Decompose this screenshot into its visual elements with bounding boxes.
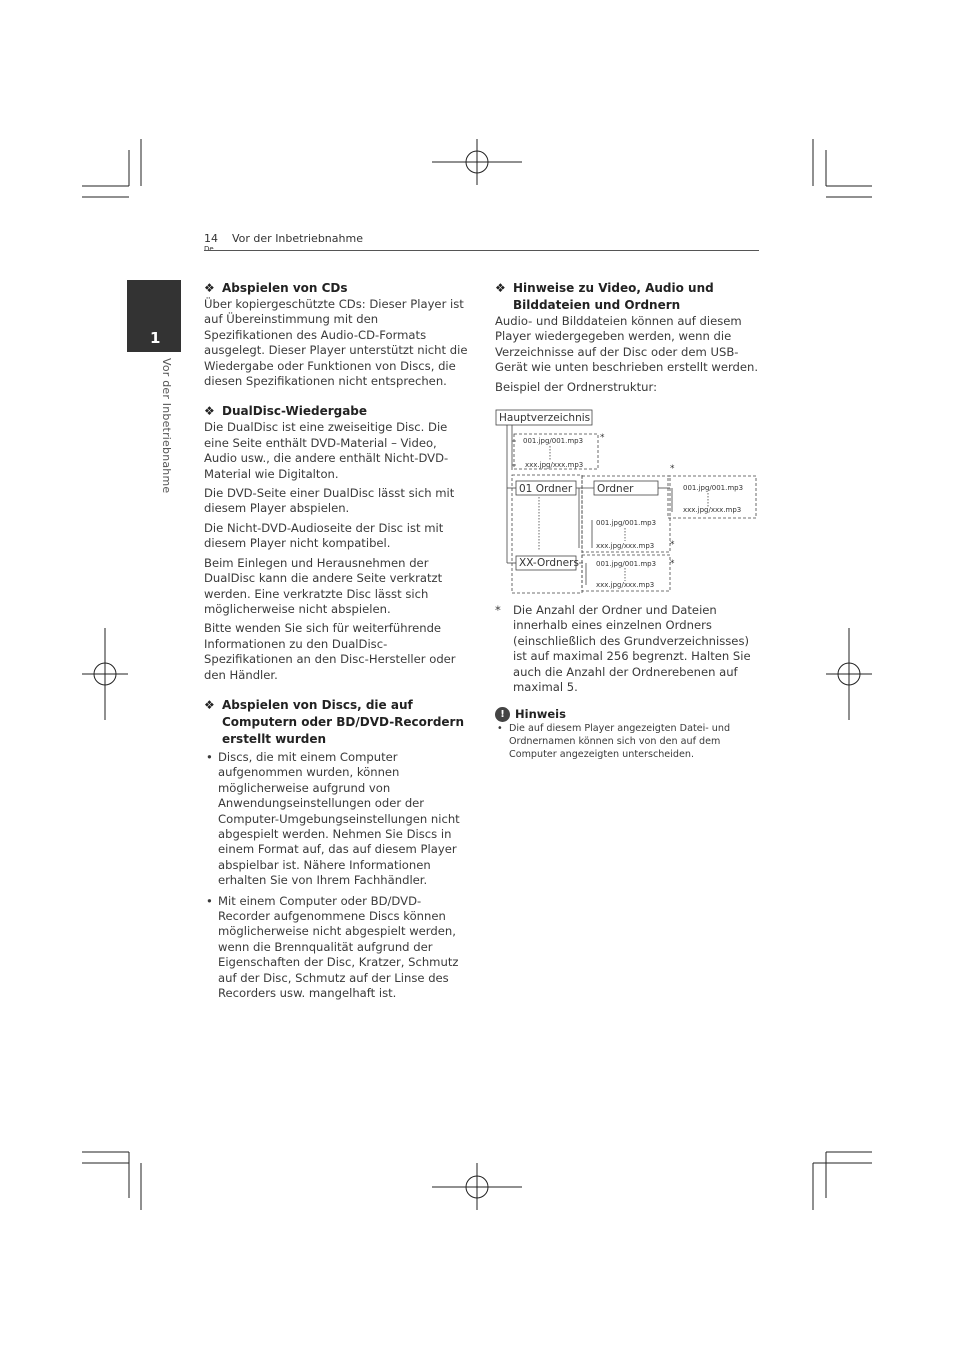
list-item: • Mit einem Computer oder BD/DVD-Recorder aufgenommene Discs können möglicherweise nicht abgespielt werden, wenn die Brennqualität aufgrund der Eigenschaften der Disc, Kratzer, Schmutz auf der Disc, Schmutz auf der Linse des Recorders usw. mangelhaft ist.	[204, 894, 470, 1002]
subfolder-label: Ordner	[597, 483, 634, 495]
paragraph: Beispiel der Ordnerstruktur:	[495, 379, 657, 394]
heading-cd-playback: ❖ Abspielen von CDs	[204, 281, 348, 295]
file-label: xxx.jpg/xxx.mp3	[596, 581, 655, 589]
folder-label-01: 01 Ordner	[519, 483, 573, 495]
asterisk-label: *	[600, 433, 605, 443]
exclamation-icon: !	[495, 707, 510, 722]
paragraph: Über kopiergeschützte CDs: Dieser Player ist auf Übereinstimmung mit den Spezifikationen des Audio-CD-Formats ausgelegt. Dieser Player unterstützt nicht die Wiedergabe oder Funktionen von Discs, die diesen Spezifikationen nicht entsprechen.	[204, 297, 468, 389]
chapter-side-label: Vor der Inbetriebnahme	[160, 358, 173, 494]
file-label: xxx.jpg/xxx.mp3	[525, 461, 584, 469]
language-code: De	[204, 245, 214, 253]
file-label: 001.jpg/001.mp3	[683, 484, 744, 492]
heading-file-notes: ❖ Hinweise zu Video, Audio und Bilddateien und Ordnern	[495, 281, 714, 312]
list-item: • Discs, die mit einem Computer aufgenommen wurden, können möglicherweise aufgrund von Anwendungseinstellungen oder der Computer-Umgebungseinstellungen nicht abgespielt werden. Nehmen Sie Discs in einem Format auf, das auf diesem Player abspielbar ist. Nähere Informationen erhalten Sie von Ihrem Fachhändler.	[204, 750, 470, 889]
diamond-bullet-icon: ❖	[495, 281, 506, 295]
folder-label-xx: XX-Ordners	[519, 557, 579, 569]
paragraph: Beim Einlegen und Herausnehmen der DualDisc kann die andere Seite verkratzt werden. Eine verkratzte Disc lässt sich möglicherweise nicht abspielen.	[204, 555, 443, 616]
root-folder-label: Hauptverzeichnis	[499, 412, 591, 424]
file-label: xxx.jpg/xxx.mp3	[683, 506, 742, 514]
asterisk-label: *	[670, 464, 675, 474]
note-item: • Die auf diesem Player angezeigten Datei- und Ordnernamen können sich von den auf dem Computer angezeigten unterscheiden.	[495, 722, 759, 761]
file-label: 001.jpg/001.mp3	[596, 519, 657, 527]
paragraph: Die DVD-Seite einer DualDisc lässt sich mit diesem Player abspielen.	[204, 486, 455, 516]
paragraph: Audio- und Bilddateien können auf diesem Player wiedergegeben werden, wenn die Verzeichnisse auf der Disc oder dem USB-Gerät wie unten beschrieben erstellt werden.	[495, 314, 759, 375]
paragraph: Bitte wenden Sie sich für weiterführende Informationen zu den DualDisc-Spezifikationen an den Disc-Hersteller oder den Händler.	[204, 621, 456, 682]
file-label: 001.jpg/001.mp3	[596, 560, 657, 568]
chapter-number: 1	[150, 329, 161, 347]
paragraph: Die DualDisc ist eine zweiseitige Disc. Die eine Seite enthält DVD-Material – Video, Audio usw., die andere enthält Nicht-DVD-Material wie Digitalton.	[204, 420, 449, 481]
note-heading: ! Hinweis	[495, 707, 759, 722]
asterisk-label: *	[670, 559, 675, 569]
file-label: xxx.jpg/xxx.mp3	[596, 542, 655, 550]
page-number: 14	[204, 232, 218, 245]
asterisk-label: *	[670, 540, 675, 550]
diamond-bullet-icon: ❖	[204, 404, 215, 419]
footnote-mark: *	[495, 603, 501, 617]
running-header: Vor der Inbetriebnahme	[232, 232, 363, 245]
note-box	[495, 707, 759, 766]
diamond-bullet-icon: ❖	[204, 697, 215, 712]
diamond-bullet-icon: ❖	[204, 281, 215, 295]
heading-dualdisc: ❖ DualDisc-Wiedergabe	[204, 404, 368, 419]
file-label: 001.jpg/001.mp3	[523, 437, 584, 445]
paragraph: Die Nicht-DVD-Audioseite der Disc ist mit diesem Player nicht kompatibel.	[204, 520, 444, 551]
footnote-text: Die Anzahl der Ordner und Dateien innerhalb eines einzelnen Ordners (einschließlich des Grundverzeichnisses) ist auf maximal 256 begrenzt. Halten Sie auch die Anzahl der Ordnerebenen auf maximal 5.	[513, 603, 751, 695]
footnote	[495, 603, 759, 695]
note-list	[495, 722, 759, 761]
heading-computer-discs: ❖ Abspielen von Discs, die auf Computern oder BD/DVD-Recordern erstellt wurden	[204, 697, 465, 746]
